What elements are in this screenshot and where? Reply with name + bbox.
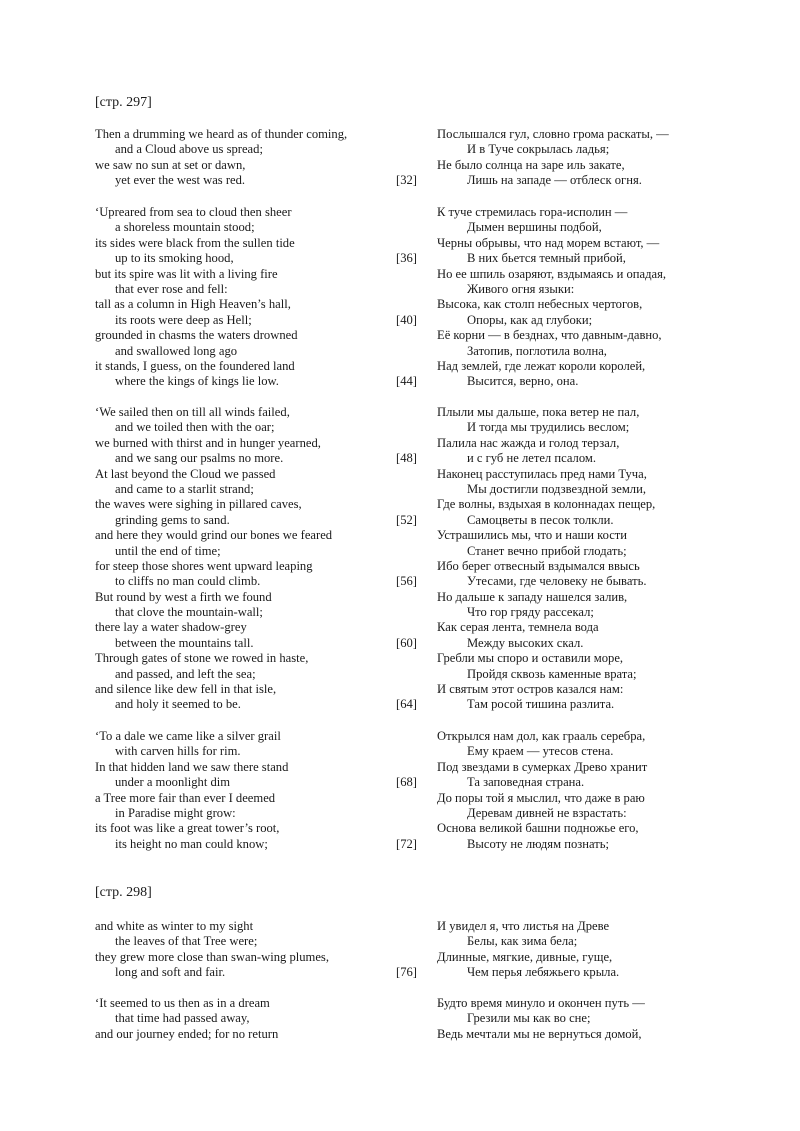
verse-line <box>0 919 800 934</box>
line-number: [76] <box>396 965 417 980</box>
verse-line <box>0 950 800 965</box>
verse-line <box>0 482 800 497</box>
russian-line: Ему краем — утесов стена. <box>467 744 614 759</box>
stanza-2 <box>0 205 800 390</box>
russian-line: Что гор гряду рассекал; <box>467 605 594 620</box>
russian-line: Палила нас жажда и голод терзал, <box>437 435 620 450</box>
line-number: [56] <box>396 574 417 589</box>
english-line: and passed, and left the sea; <box>115 666 256 681</box>
stanza-4 <box>0 729 800 852</box>
russian-line: Но дальше к западу нашелся залив, <box>437 589 628 604</box>
english-line: and white as winter to my sight <box>95 919 254 933</box>
english-line: we saw no sun at set or dawn, <box>95 157 246 172</box>
russian-line: Не было солнца на заре иль закате, <box>437 157 625 172</box>
russian-line: И святым этот остров казался нам: <box>437 682 624 697</box>
russian-line: Самоцветы в песок толкли. <box>467 512 614 527</box>
russian-line: Устрашились мы, что и наши кости <box>437 528 628 543</box>
russian-line: Живого огня языки: <box>467 281 575 296</box>
english-line: grinding gems to sand. <box>115 512 230 527</box>
verse-line <box>0 220 800 235</box>
page-label-298: [стр. 298] <box>95 885 152 900</box>
english-line: and here they would grind our bones we feared <box>95 528 333 543</box>
russian-line: Станет вечно прибой глодать; <box>467 543 627 558</box>
russian-line: Белы, как зима бела; <box>467 934 578 949</box>
english-line: with carven hills for rim. <box>115 744 241 759</box>
english-line: under a moonlight dim <box>115 775 231 790</box>
english-line: a Tree more fair than ever I deemed <box>95 790 276 805</box>
stanza-1 <box>0 127 800 189</box>
russian-line: Ведь мечтали мы не вернуться домой, <box>437 1026 642 1041</box>
english-line: ‘It seemed to us then as in a dream <box>95 996 270 1010</box>
verse-line <box>0 374 800 389</box>
line-number: [72] <box>396 836 417 851</box>
english-line: they grew more close than swan-wing plumes, <box>95 949 329 964</box>
russian-line: Как серая лента, темнела вода <box>437 620 599 635</box>
english-line: its height no man could know; <box>115 836 268 851</box>
english-line: it stands, I guess, on the foundered land <box>95 358 295 373</box>
english-line: up to its smoking hood, <box>115 251 234 266</box>
russian-line: Между высоких скал. <box>467 635 584 650</box>
russian-line: Высоту не людям познать; <box>467 836 609 851</box>
russian-line: Открылся нам дол, как грааль серебра, <box>437 729 646 743</box>
russian-line: Будто время минуло и окончен путь — <box>437 996 645 1010</box>
verse-line <box>0 574 800 589</box>
english-line: there lay a water shadow-grey <box>95 620 247 635</box>
verse-line <box>0 729 800 744</box>
verse-line <box>0 236 800 251</box>
verse-line <box>0 313 800 328</box>
english-line: we burned with thirst and in hunger yearned, <box>95 435 321 450</box>
russian-line: Там росой тишина разлита. <box>467 697 615 712</box>
verse-line <box>0 158 800 173</box>
line-number: [52] <box>396 512 417 527</box>
verse-line <box>0 996 800 1011</box>
russian-line: Высока, как столп небесных чертогов, <box>437 297 643 312</box>
english-line: where the kings of kings lie low. <box>115 374 279 389</box>
russian-line: Утесами, где человеку не бывать. <box>467 574 647 589</box>
english-line: that clove the mountain-wall; <box>115 605 263 620</box>
english-line: and swallowed long ago <box>115 343 238 358</box>
verse-line <box>0 513 800 528</box>
english-line: a shoreless mountain stood; <box>115 220 255 235</box>
line-number: [48] <box>396 451 417 466</box>
russian-line: Ибо берег отвесный вздымался ввысь <box>437 558 640 573</box>
english-line: but its spire was lit with a living fire <box>95 266 278 281</box>
stanza-6 <box>0 996 800 1042</box>
verse-line <box>0 667 800 682</box>
verse-line <box>0 544 800 559</box>
russian-line: Дымен вершины подбой, <box>467 220 602 235</box>
russian-line: Наконец расступилась пред нами Туча, <box>437 466 647 481</box>
english-line: the leaves of that Tree were; <box>115 934 258 949</box>
russian-line: В них бьется темный прибой, <box>467 251 626 266</box>
english-line: and a Cloud above us spread; <box>115 142 263 157</box>
line-number: [60] <box>396 635 417 650</box>
russian-line: Пройдя сквозь каменные врата; <box>467 666 637 681</box>
russian-line: Деревам дивней не взрастать: <box>467 805 627 820</box>
english-line: and came to a starlit strand; <box>115 481 254 496</box>
english-line: that ever rose and fell: <box>115 281 228 296</box>
verse-line <box>0 682 800 697</box>
russian-line: Её корни — в безднах, что давным-давно, <box>437 328 662 343</box>
russian-line: Где волны, вздыхая в колоннадах пещер, <box>437 497 656 512</box>
russian-line: Опоры, как ад глубоки; <box>467 312 593 327</box>
russian-line: До поры той я мыслил, что даже в раю <box>437 790 645 805</box>
english-line: In that hidden land we saw there stand <box>95 759 289 774</box>
line-number: [32] <box>396 173 417 188</box>
verse-line <box>0 467 800 482</box>
english-line: until the end of time; <box>115 543 221 558</box>
russian-line: И тогда мы трудились веслом; <box>467 420 630 435</box>
verse-line <box>0 267 800 282</box>
russian-line: и с губ не летел псалом. <box>467 451 596 466</box>
russian-line: Основа великой башни подножье его, <box>437 821 639 836</box>
russian-line: Послышался гул, словно грома раскаты, — <box>437 127 669 141</box>
verse-line <box>0 420 800 435</box>
line-number: [64] <box>396 697 417 712</box>
verse-line <box>0 142 800 157</box>
english-line: At last beyond the Cloud we passed <box>95 466 276 481</box>
line-number: [36] <box>396 251 417 266</box>
english-line: that time had passed away, <box>115 1011 250 1026</box>
page-label-297: [стр. 297] <box>95 95 152 110</box>
english-line: Then a drumming we heard as of thunder coming, <box>95 127 348 141</box>
english-line: ‘Upreared from sea to cloud then sheer <box>95 205 292 219</box>
russian-line: Черны обрывы, что над морем встают, — <box>437 235 660 250</box>
english-line: its foot was like a great tower’s root, <box>95 821 280 836</box>
verse-line <box>0 744 800 759</box>
verse-line <box>0 359 800 374</box>
russian-line: Над землей, где лежат короли королей, <box>437 358 646 373</box>
english-line: long and soft and fair. <box>115 965 226 980</box>
english-line: and we toiled then with the oar; <box>115 420 275 435</box>
verse-line <box>0 791 800 806</box>
english-line: Through gates of stone we rowed in haste, <box>95 651 309 666</box>
verse-line <box>0 651 800 666</box>
english-line: ‘To a dale we came like a silver grail <box>95 729 281 743</box>
english-line: between the mountains tall. <box>115 635 254 650</box>
verse-line <box>0 559 800 574</box>
verse-line <box>0 590 800 605</box>
verse-line <box>0 934 800 949</box>
russian-line: К туче стремилась гора-исполин — <box>437 205 628 219</box>
russian-line: Мы достигли подзвездной земли, <box>467 481 646 496</box>
english-line: But round by west a firth we found <box>95 589 272 604</box>
english-line: for steep those shores went upward leaping <box>95 558 313 573</box>
verse-line <box>0 497 800 512</box>
stanza-5 <box>0 919 800 981</box>
stanza-3 <box>0 405 800 713</box>
english-line: and holy it seemed to be. <box>115 697 241 712</box>
line-number: [44] <box>396 374 417 389</box>
verse-line <box>0 775 800 790</box>
russian-line: И в Туче сокрылась ладья; <box>467 142 610 157</box>
english-line: grounded in chasms the waters drowned <box>95 328 298 343</box>
verse-line <box>0 251 800 266</box>
line-number: [40] <box>396 312 417 327</box>
russian-line: Грезили мы как во сне; <box>467 1011 591 1026</box>
verse-line <box>0 965 800 980</box>
russian-line: Длинные, мягкие, дивные, гуще, <box>437 949 613 964</box>
verse-line <box>0 528 800 543</box>
russian-line: Плыли мы дальше, пока ветер не пал, <box>437 405 640 419</box>
verse-line <box>0 451 800 466</box>
verse-line <box>0 405 800 420</box>
verse-line <box>0 297 800 312</box>
verse-line <box>0 837 800 852</box>
english-line: and our journey ended; for no return <box>95 1026 279 1041</box>
english-line: its roots were deep as Hell; <box>115 312 252 327</box>
russian-line: Затопив, поглотила волна, <box>467 343 607 358</box>
verse-line <box>0 328 800 343</box>
english-line: tall as a column in High Heaven’s hall, <box>95 297 291 312</box>
verse-line <box>0 282 800 297</box>
verse-line <box>0 344 800 359</box>
verse-line <box>0 806 800 821</box>
english-line: to cliffs no man could climb. <box>115 574 261 589</box>
english-line: its sides were black from the sullen tide <box>95 235 295 250</box>
verse-line <box>0 620 800 635</box>
russian-line: Чем перья лебяжьего крыла. <box>467 965 620 980</box>
russian-line: Но ее шпиль озаряют, вздымаясь и опадая, <box>437 266 667 281</box>
verse-line <box>0 636 800 651</box>
verse-line <box>0 127 800 142</box>
russian-line: Та заповедная страна. <box>467 775 585 790</box>
russian-line: Гребли мы споро и оставили море, <box>437 651 624 666</box>
verse-line <box>0 605 800 620</box>
russian-line: Под звездами в сумерках Древо хранит <box>437 759 648 774</box>
english-line: the waves were sighing in pillared caves, <box>95 497 302 512</box>
english-line: ‘We sailed then on till all winds failed, <box>95 405 290 419</box>
verse-line <box>0 1011 800 1026</box>
english-line: and we sang our psalms no more. <box>115 451 284 466</box>
verse-line <box>0 205 800 220</box>
english-line: in Paradise might grow: <box>115 805 236 820</box>
english-line: yet ever the west was red. <box>115 173 246 188</box>
verse-line <box>0 1027 800 1042</box>
russian-line: Высится, верно, она. <box>467 374 579 389</box>
verse-line <box>0 697 800 712</box>
russian-line: Лишь на западе — отблеск огня. <box>467 173 642 188</box>
verse-line <box>0 173 800 188</box>
verse-line <box>0 821 800 836</box>
english-line: and silence like dew fell in that isle, <box>95 682 277 697</box>
verse-line <box>0 760 800 775</box>
russian-line: И увидел я, что листья на Древе <box>437 919 610 933</box>
line-number: [68] <box>396 775 417 790</box>
verse-line <box>0 436 800 451</box>
